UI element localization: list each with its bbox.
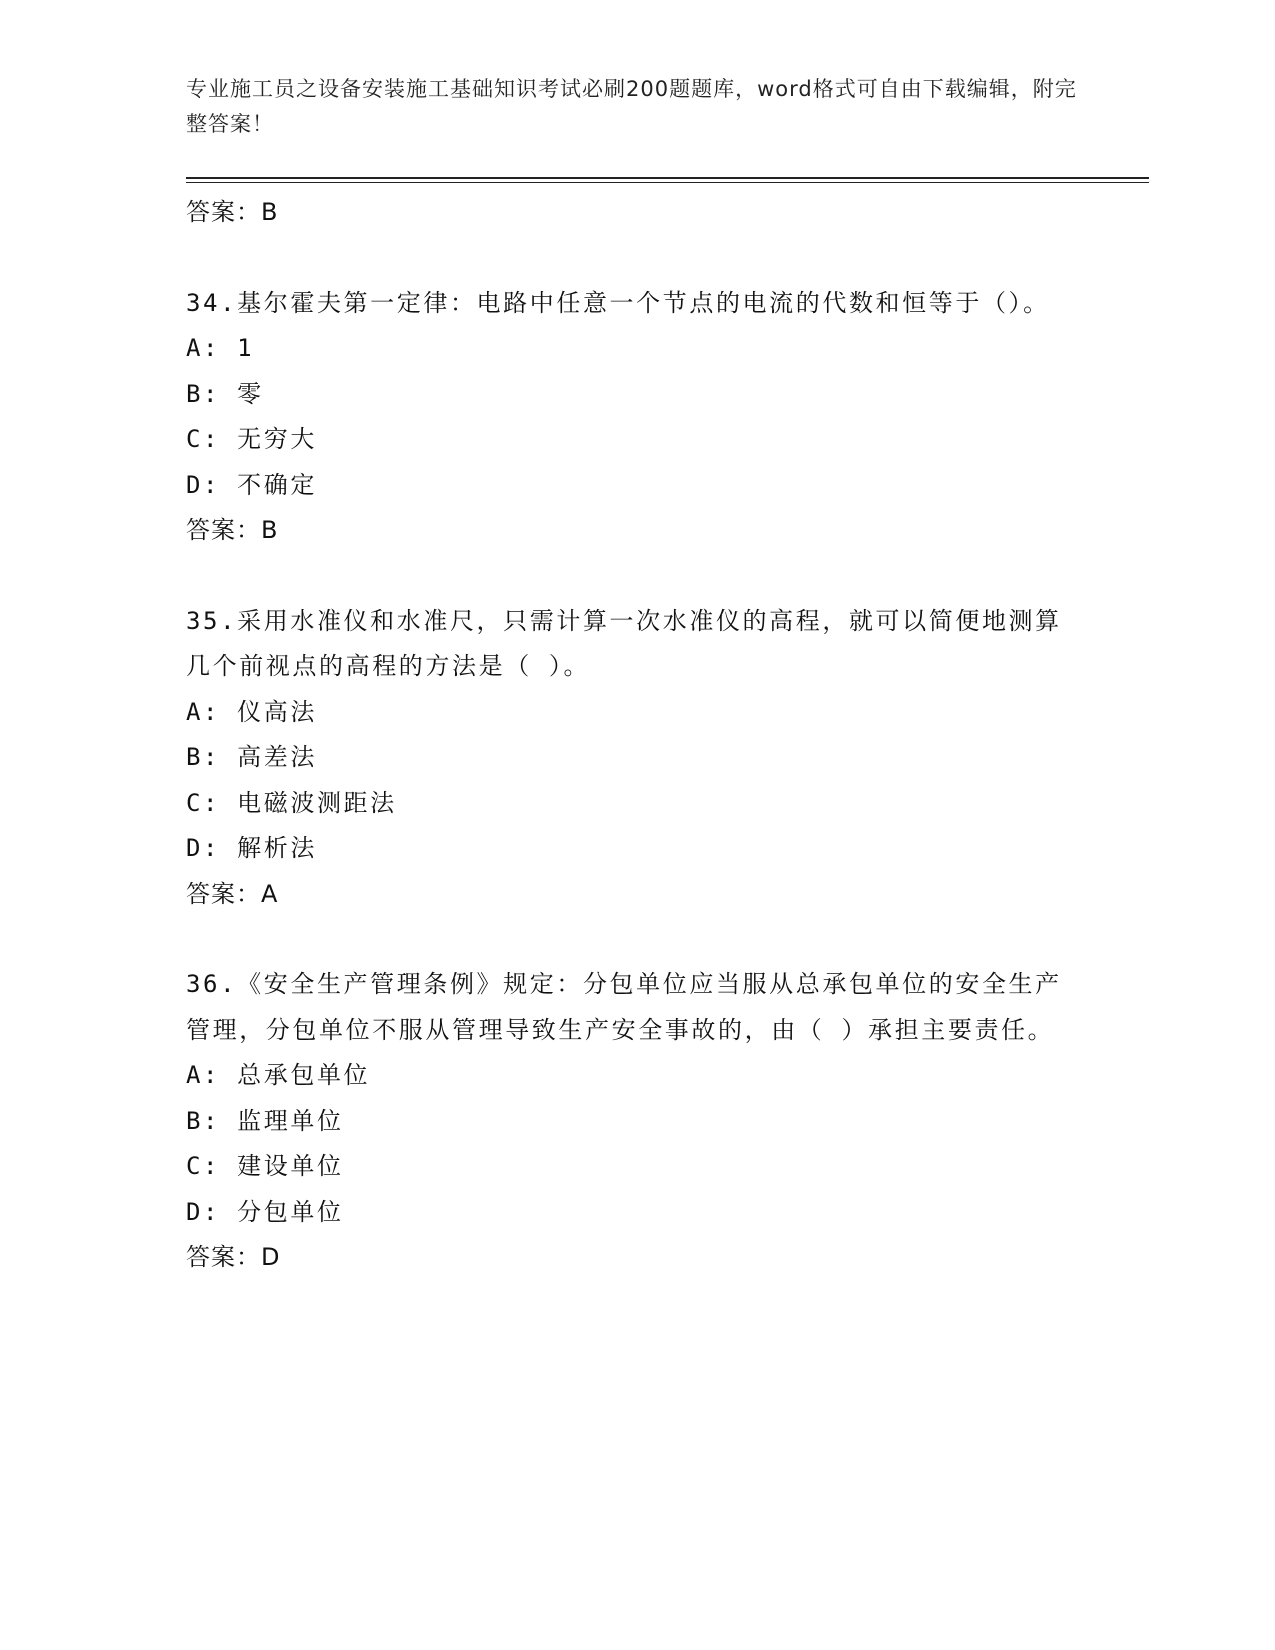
option-c: C: 建设单位 bbox=[186, 1152, 344, 1180]
option-a: A: 1 bbox=[186, 334, 255, 362]
document-header: 专业施工员之设备安装施工基础知识考试必刷200题题库，word格式可自由下载编辑，附完整答案！ bbox=[186, 77, 1077, 136]
option-b: B: 高差法 bbox=[186, 743, 317, 771]
option-b: B: 监理单位 bbox=[186, 1106, 344, 1135]
question-answer: 答案：D bbox=[186, 1243, 281, 1271]
option-a: A: 总承包单位 bbox=[186, 1061, 371, 1089]
option-a: A: 仪高法 bbox=[186, 697, 317, 726]
option-c: C: 电磁波测距法 bbox=[186, 788, 397, 817]
option-d: D: 解析法 bbox=[186, 834, 317, 862]
question-answer: 答案：A bbox=[186, 879, 279, 908]
question-36 bbox=[186, 962, 1086, 1281]
header-rule-thick bbox=[186, 177, 1149, 179]
question-stem: 35.采用水准仪和水准尺，只需计算一次水准仪的高程，就可以简便地测算几个前视点的高程的方法是（ ）。 bbox=[186, 606, 1062, 680]
option-c: C: 无穷大 bbox=[186, 425, 317, 453]
option-b: B: 零 bbox=[186, 379, 264, 408]
question-34 bbox=[186, 281, 1086, 554]
question-35 bbox=[186, 599, 1086, 918]
question-stem: 36.《安全生产管理条例》规定：分包单位应当服从总承包单位的安全生产管理，分包单位不服从管理导致生产安全事故的，由（ ）承担主要责任。 bbox=[186, 970, 1062, 1044]
question-answer: 答案：B bbox=[186, 516, 279, 544]
previous-answer: 答案：B bbox=[186, 198, 279, 226]
question-stem: 34.基尔霍夫第一定律：电路中任意一个节点的电流的代数和恒等于（）。 bbox=[186, 288, 1050, 317]
option-d: D: 不确定 bbox=[186, 470, 317, 499]
header-rule-thin bbox=[186, 182, 1149, 183]
document-body bbox=[186, 190, 1086, 1281]
option-d: D: 分包单位 bbox=[186, 1197, 344, 1226]
